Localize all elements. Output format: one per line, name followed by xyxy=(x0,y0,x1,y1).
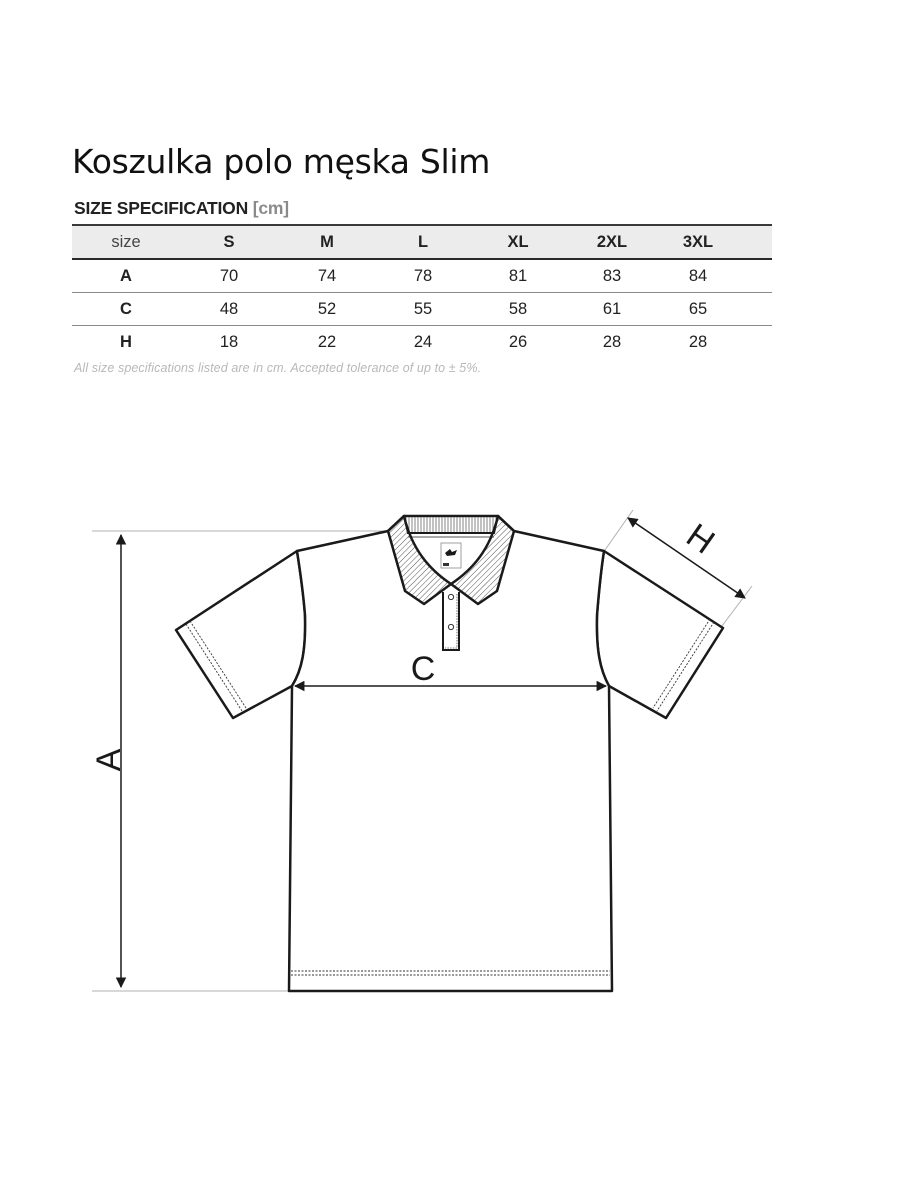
dimension-c-label: C xyxy=(410,650,436,688)
dimension-a-label: A xyxy=(90,748,128,772)
tolerance-note: All size specifications listed are in cm. Accepted tolerance of up to ± 5%. xyxy=(74,361,482,375)
column-header-s: S xyxy=(223,232,235,251)
table-cell: 18 xyxy=(219,332,239,351)
column-header-xl: XL xyxy=(507,232,529,251)
table-cell: 48 xyxy=(219,299,239,318)
table-cell: 61 xyxy=(602,299,622,318)
size-spec-table xyxy=(72,224,772,358)
button-icon xyxy=(448,624,453,629)
table-header-row xyxy=(72,225,772,259)
dimension-a xyxy=(90,535,128,987)
table-cell: 84 xyxy=(688,266,708,285)
placket xyxy=(443,592,459,650)
table-cell: 78 xyxy=(413,266,433,285)
table-cell: 70 xyxy=(219,266,239,285)
row-label: C xyxy=(120,299,132,318)
table-row xyxy=(72,293,772,326)
row-label: H xyxy=(120,332,132,351)
shirt-outline xyxy=(176,516,723,991)
size-spec-heading-text: SIZE SPECIFICATION xyxy=(74,198,249,218)
column-header-size: size xyxy=(111,232,141,251)
table-row xyxy=(72,326,772,359)
size-spec-heading xyxy=(74,198,289,219)
column-header-spacer xyxy=(738,225,772,259)
dimension-h-label: H xyxy=(679,516,722,562)
neck-label xyxy=(441,543,461,568)
table-cell: 81 xyxy=(508,266,528,285)
table-cell: 58 xyxy=(508,299,528,318)
column-header-l: L xyxy=(417,232,429,251)
column-header-3xl: 3XL xyxy=(682,232,714,251)
table-cell: 22 xyxy=(317,332,337,351)
table-cell: 26 xyxy=(508,332,528,351)
button-icon xyxy=(448,594,453,599)
table-cell: 55 xyxy=(413,299,433,318)
row-label: A xyxy=(120,266,132,285)
table-cell: 52 xyxy=(317,299,337,318)
collar-band xyxy=(404,516,498,533)
table-cell: 65 xyxy=(688,299,708,318)
polo-shirt-diagram xyxy=(0,480,900,1040)
size-spec-unit: [cm] xyxy=(252,198,289,218)
table-cell: 74 xyxy=(317,266,337,285)
page-title: Koszulka polo męska Slim xyxy=(72,142,491,181)
table-cell: 28 xyxy=(602,332,622,351)
column-header-m: M xyxy=(320,232,334,251)
table-cell: 24 xyxy=(413,332,433,351)
table-cell: 83 xyxy=(602,266,622,285)
table-cell: 28 xyxy=(688,332,708,351)
table-row xyxy=(72,259,772,293)
column-header-2xl: 2XL xyxy=(596,232,628,251)
